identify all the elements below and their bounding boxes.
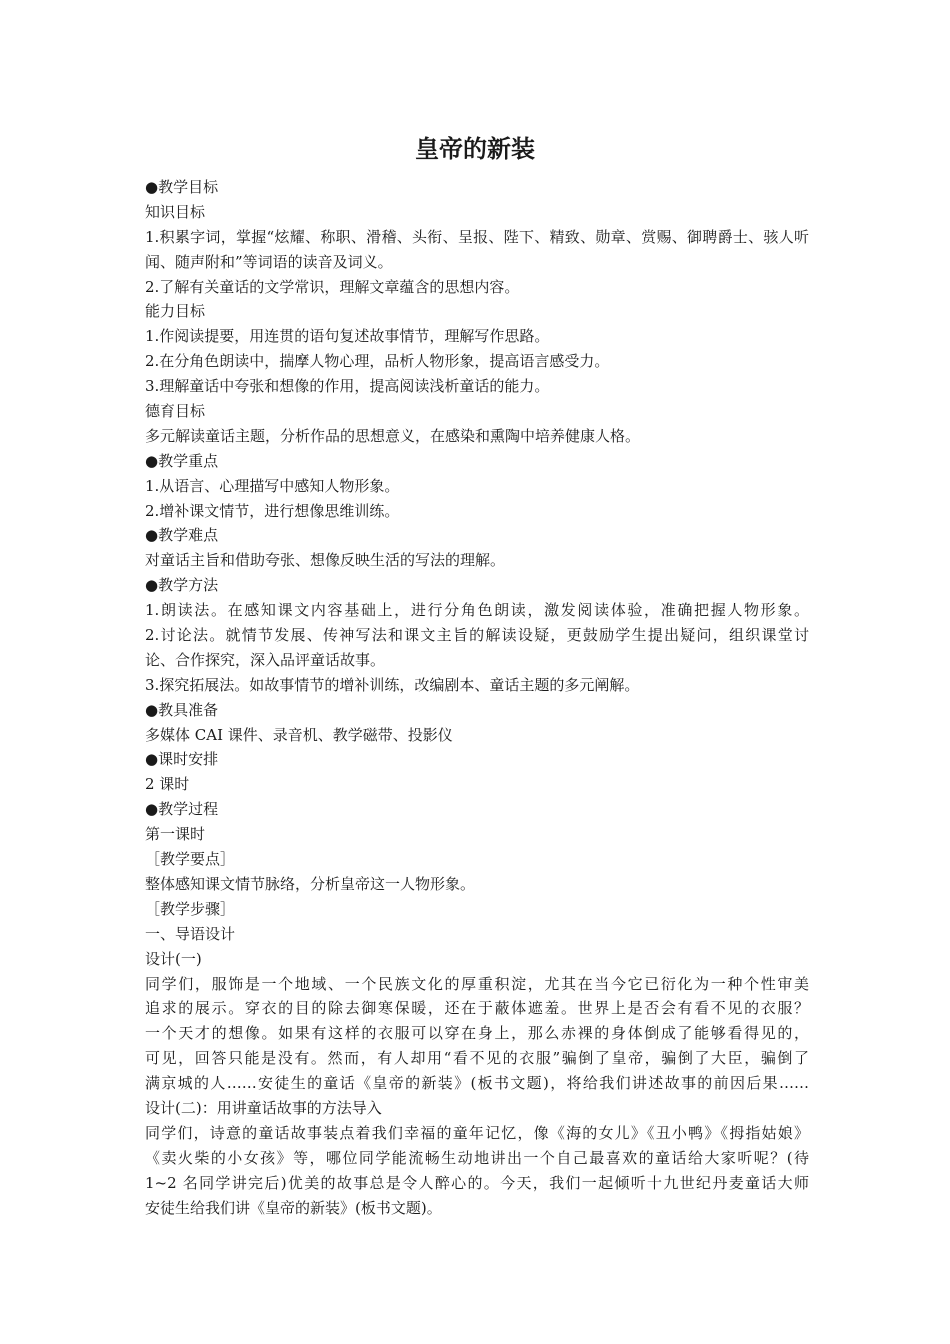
paragraph-line: 追求的展示。穿衣的目的除去御寒保暖，还在于蔽体遮羞。世界上是否会有看不见的衣服？ <box>145 999 809 1018</box>
subheading-teaching-points: ［教学要点］ <box>145 850 236 869</box>
paragraph-line: 一个天才的想像。如果有这样的衣服可以穿在身上，那么赤裸的身体倒成了能够看得见的， <box>145 1024 809 1043</box>
heading-teaching-process: ●教学过程 <box>145 800 219 819</box>
subheading-moral-goals: 德育目标 <box>145 402 206 421</box>
paragraph-line: 安徒生给我们讲《皇帝的新装》(板书文题)。 <box>145 1198 442 1217</box>
subheading-intro-design: 一、导语设计 <box>145 924 236 943</box>
paragraph-line: 2 课时 <box>145 775 190 794</box>
paragraph-line: 可见，回答只能是没有。然而，有人却用“看不见的衣服”骗倒了皇帝，骗倒了大臣，骗倒了 <box>145 1049 809 1068</box>
heading-teaching-methods: ●教学方法 <box>145 576 219 595</box>
paragraph-line: 2.在分角色朗读中，揣摩人物心理，品析人物形象，提高语言感受力。 <box>145 352 610 371</box>
paragraph-line: 1.朗读法。在感知课文内容基础上，进行分角色朗读，激发阅读体验，准确把握人物形象。 <box>145 601 809 620</box>
paragraph-line: 论、合作探究，深入品评童话故事。 <box>145 650 386 669</box>
paragraph-line: 同学们，服饰是一个地域、一个民族文化的厚重积淀，尤其在当今它已衍化为一种个性审美 <box>145 974 809 993</box>
subheading-design-one: 设计(一) <box>145 949 202 968</box>
subheading-ability-goals: 能力目标 <box>145 302 206 321</box>
paragraph-line: 闻、随声附和”等词语的读音及词义。 <box>145 252 393 271</box>
paragraph-line: 1~2 名同学讲完后)优美的故事总是令人醉心的。今天，我们一起倾听十九世纪丹麦童话大师 <box>145 1173 809 1192</box>
subheading-design-two: 设计(二)：用讲童话故事的方法导入 <box>145 1098 382 1117</box>
paragraph-line: 2.增补课文情节，进行想像思维训练。 <box>145 501 400 520</box>
paragraph-line: 3.探究拓展法。如故事情节的增补训练，改编剧本、童话主题的多元阐解。 <box>145 675 640 694</box>
document-title: 皇帝的新装 <box>415 135 535 163</box>
subheading-first-lesson: 第一课时 <box>145 825 206 844</box>
heading-class-schedule: ●课时安排 <box>145 750 219 769</box>
heading-teaching-difficulty: ●教学难点 <box>145 526 219 545</box>
heading-teaching-focus: ●教学重点 <box>145 451 219 470</box>
heading-teaching-aids: ●教具准备 <box>145 700 219 719</box>
subheading-teaching-steps: ［教学步骤］ <box>145 899 236 918</box>
paragraph-line: 多媒体 CAI 课件、录音机、教学磁带、投影仪 <box>145 725 453 744</box>
paragraph-line: 多元解读童话主题，分析作品的思想意义，在感染和熏陶中培养健康人格。 <box>145 426 641 445</box>
document-body <box>145 175 809 1220</box>
paragraph-line: 3.理解童话中夸张和想像的作用，提高阅读浅析童话的能力。 <box>145 377 550 396</box>
paragraph-line: 同学们，诗意的童话故事装点着我们幸福的童年记忆，像《海的女儿》《丑小鸭》《拇指姑娘》 <box>145 1123 809 1142</box>
subheading-knowledge-goals: 知识目标 <box>145 202 206 221</box>
heading-teaching-goals: ●教学目标 <box>145 178 219 196</box>
paragraph-line: 2.讨论法。就情节发展、传神写法和课文主旨的解读设疑，更鼓励学生提出疑问，组织课堂讨 <box>145 626 809 645</box>
paragraph-line: 1.作阅读提要，用连贯的语句复述故事情节，理解写作思路。 <box>145 327 550 346</box>
paragraph-line: 《卖火柴的小女孩》等，哪位同学能流畅生动地讲出一个自己最喜欢的童话给大家听呢？(待 <box>145 1148 809 1167</box>
paragraph-line: 整体感知课文情节脉络，分析皇帝这一人物形象。 <box>145 874 476 893</box>
paragraph-line: 1.积累字词，掌握“炫耀、称职、滑稽、头衔、呈报、陛下、精致、勋章、赏赐、御聘爵士、骇人听 <box>145 227 809 246</box>
paragraph-line: 满京城的人……安徒生的童话《皇帝的新装》(板书文题)，将给我们讲述故事的前因后果…… <box>145 1074 809 1093</box>
paragraph-line: 1.从语言、心理描写中感知人物形象。 <box>145 476 400 495</box>
paragraph-line: 2.了解有关童话的文学常识，理解文章蕴含的思想内容。 <box>145 277 520 296</box>
paragraph-line: 对童话主旨和借助夸张、想像反映生活的写法的理解。 <box>145 551 506 570</box>
